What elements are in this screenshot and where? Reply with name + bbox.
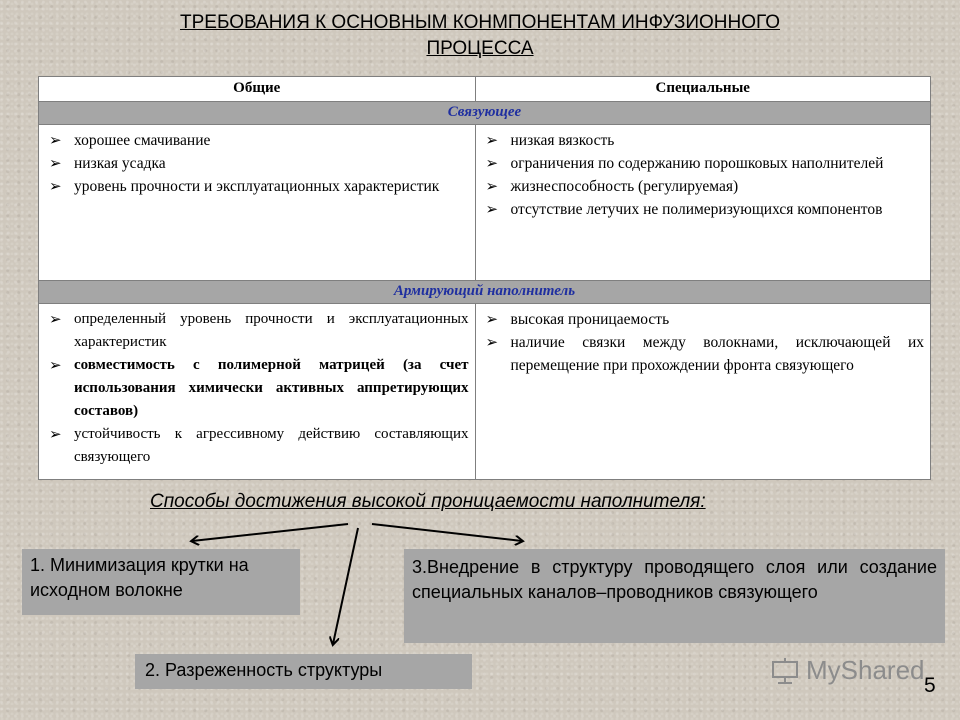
section-filler-title: Армирующий наполнитель	[39, 281, 931, 304]
list-item: ➢ низкая вязкость	[486, 129, 925, 152]
check-arrow-icon: ➢	[49, 177, 62, 195]
list-item: ➢ определенный уровень прочности и эксплуатационных характеристик	[49, 310, 469, 350]
list-item: ➢ хорошее смачивание	[49, 129, 469, 152]
check-arrow-icon: ➢	[49, 154, 62, 172]
header-special: Специальные	[475, 77, 931, 102]
list-item: ➢ отсутствие летучих не полимеризующихся компонентов	[486, 198, 925, 221]
list-item: ➢ уровень прочности и эксплуатационных характеристик	[49, 175, 469, 198]
arrow-to-method-1	[192, 524, 348, 541]
list-item: ➢ высокая проницаемость	[486, 308, 925, 331]
methods-subtitle: Способы достижения высокой проницаемости наполнителя:	[150, 491, 706, 512]
check-arrow-icon: ➢	[485, 177, 499, 195]
list-item: ➢ устойчивость к агрессивному действию составляющих связующего	[49, 425, 469, 465]
watermark-logo: MyShared	[770, 655, 925, 686]
method-2-box: 2. Разреженность структуры	[135, 654, 472, 689]
slide-title-line2: ПРОЦЕССА	[426, 38, 534, 59]
check-arrow-icon: ➢	[485, 310, 499, 328]
list-item: ➢ наличие связки между волокнами, исключающей их перемещение при прохождении фронта связующего	[485, 333, 924, 374]
check-arrow-icon: ➢	[49, 131, 62, 149]
check-arrow-icon: ➢	[485, 333, 499, 351]
method-3-box: 3.Внедрение в структуру проводящего слоя или создание специальных каналов–проводников связующего	[404, 549, 945, 643]
check-arrow-icon: ➢	[485, 131, 499, 149]
check-arrow-icon: ➢	[49, 310, 62, 328]
check-arrow-icon: ➢	[49, 356, 62, 374]
check-arrow-icon: ➢	[485, 200, 499, 218]
slide-title-line1: ТРЕБОВАНИЯ К ОСНОВНЫМ КОНМПОНЕНТАМ ИНФУЗИОННОГО	[180, 12, 780, 33]
list-item: ➢ низкая усадка	[49, 152, 469, 175]
presentation-icon	[770, 657, 800, 685]
list-item: ➢ совместимость с полимерной матрицей (за счет использования химически активных аппретирующих составов)	[49, 356, 469, 419]
arrow-to-method-2	[333, 528, 358, 644]
section-binder-title: Связующее	[39, 102, 931, 125]
check-arrow-icon: ➢	[485, 154, 499, 172]
page-number: 5	[924, 674, 936, 697]
list-item: ➢ ограничения по содержанию порошковых наполнителей	[486, 152, 925, 175]
method-1-box: 1. Минимизация крутки на исходном волокне	[22, 549, 300, 615]
check-arrow-icon: ➢	[49, 425, 62, 443]
arrow-to-method-3	[372, 524, 522, 541]
header-general: Общие	[39, 77, 476, 102]
list-item: ➢ жизнеспособность (регулируемая)	[486, 175, 925, 198]
